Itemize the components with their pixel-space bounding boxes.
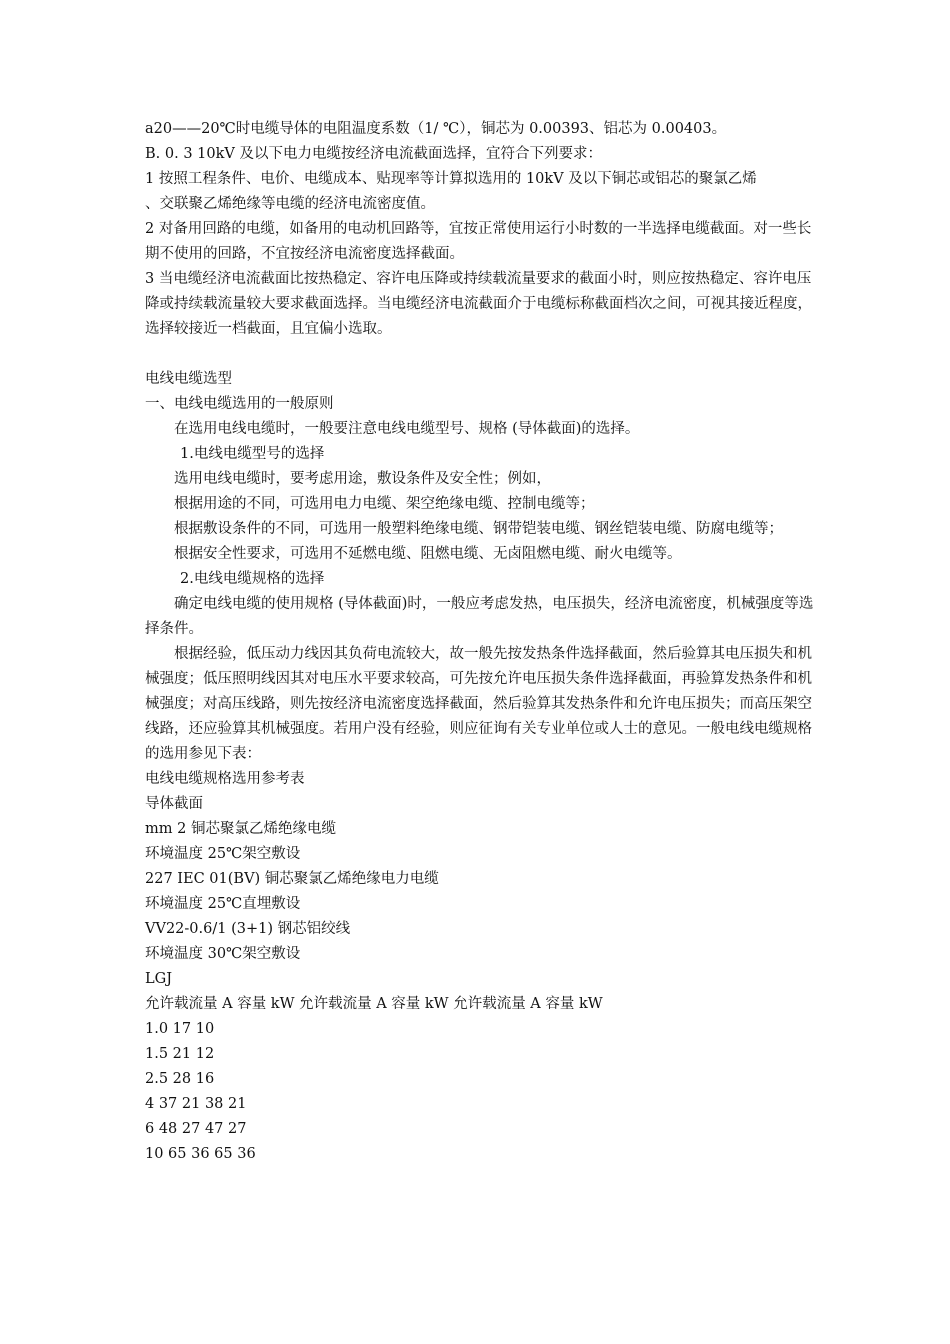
table-line-mm2: mm 2 铜芯聚氯乙烯绝缘电缆 (145, 821, 336, 837)
table-line-conductor-section: 导体截面 (145, 796, 203, 812)
paragraph-model-4: 根据安全性要求，可选用不延燃电缆、阻燃电缆、无卤阻燃电缆、耐火电缆等。 (174, 546, 682, 562)
table-line-vv22: VV22-0.6/1 (3+1) 钢芯铝绞线 (145, 921, 351, 937)
paragraph-intro: 在选用电线电缆时，一般要注意电线电缆型号、规格 (导体截面)的选择。 (174, 421, 640, 437)
table-row: 4 37 21 38 21 (145, 1096, 247, 1112)
paragraph-spec-1: 确定电线电缆的使用规格 (导体截面)时，一般应考虑发热，电压损失，经济电流密度，机械强度等选择条件。 (145, 596, 814, 637)
paragraph-b03-heading: B. 0. 3 10kV 及以下电力电缆按经济电流截面选择，宜符合下列要求： (145, 146, 602, 162)
table-line-temp-30-overhead: 环境温度 30℃架空敷设 (145, 946, 301, 962)
paragraph-item-1-continued: 、交联聚乙烯绝缘等电缆的经济电流密度值。 (145, 196, 435, 212)
table-line-temp-25-overhead: 环境温度 25℃架空敷设 (145, 846, 301, 862)
paragraph-spec-2: 根据经验，低压动力线因其负荷电流较大，故一般先按发热条件选择截面，然后验算其电压损失和机械强度；低压照明线因其对电压水平要求较高，可先按允许电压损失条件选择截面，再验算发热条件和机械强度；对高压线路，则先按经济电流密度选择截面，然后验算其发热条件和允许电压损失；而高压架空线路，还应验算其机械强度。若用户没有经验，则应征询有关专业单位或人士的意见。一般电线电缆规格的选用参见下表： (145, 646, 812, 762)
table-row: 1.5 21 12 (145, 1046, 215, 1062)
paragraph-item-2: 2 对备用回路的电缆，如备用的电动机回路等，宜按正常使用运行小时数的一半选择电缆截面。对一些长期不使用的回路，不宜按经济电流密度选择截面。 (145, 221, 812, 262)
table-row: 2.5 28 16 (145, 1071, 215, 1087)
table-row: 1.0 17 10 (145, 1021, 215, 1037)
paragraph-model-3: 根据敷设条件的不同，可选用一般塑料绝缘电缆、钢带铠装电缆、钢丝铠装电缆、防腐电缆等； (174, 521, 783, 537)
table-line-227iec: 227 IEC 01(BV) 铜芯聚氯乙烯绝缘电力电缆 (145, 871, 439, 887)
table-row: 10 65 36 65 36 (145, 1146, 256, 1162)
heading-general-principles: 一、电线电缆选用的一般原则 (145, 396, 334, 412)
table-title: 电线电缆规格选用参考表 (145, 771, 305, 787)
blank-line (145, 342, 818, 367)
paragraph-model-2: 根据用途的不同，可选用电力电缆、架空绝缘电缆、控制电缆等； (174, 496, 595, 512)
paragraph-item-3: 3 当电缆经济电流截面比按热稳定、容许电压降或持续载流量要求的截面小时，则应按热稳定、容许电压降或持续载流量较大要求截面选择。当电缆经济电流截面介于电缆标称截面档次之间，可视其接近程度，选择较接近一档截面，且宜偏小选取。 (145, 271, 812, 337)
subheading-spec-selection: 2.电线电缆规格的选择 (180, 571, 325, 587)
table-header-row: 允许载流量 A 容量 kW 允许载流量 A 容量 kW 允许载流量 A 容量 kW (145, 996, 603, 1012)
paragraph-model-1: 选用电线电缆时，要考虑用途，敷设条件及安全性；例如， (174, 471, 551, 487)
table-line-temp-25-buried: 环境温度 25℃直埋敷设 (145, 896, 301, 912)
paragraph-resistance-coefficient: a20——20℃时电缆导体的电阻温度系数（1/ ℃），铜芯为 0.00393、铝芯为 0.00403。 (145, 121, 727, 137)
table-line-lgj: LGJ (145, 971, 173, 987)
paragraph-item-1: 1 按照工程条件、电价、电缆成本、贴现率等计算拟选用的 10kV 及以下铜芯或铝芯的聚氯乙烯 (145, 171, 757, 187)
table-row: 6 48 27 47 27 (145, 1121, 247, 1137)
section-title: 电线电缆选型 (145, 371, 232, 387)
subheading-model-selection: 1.电线电缆型号的选择 (180, 446, 325, 462)
